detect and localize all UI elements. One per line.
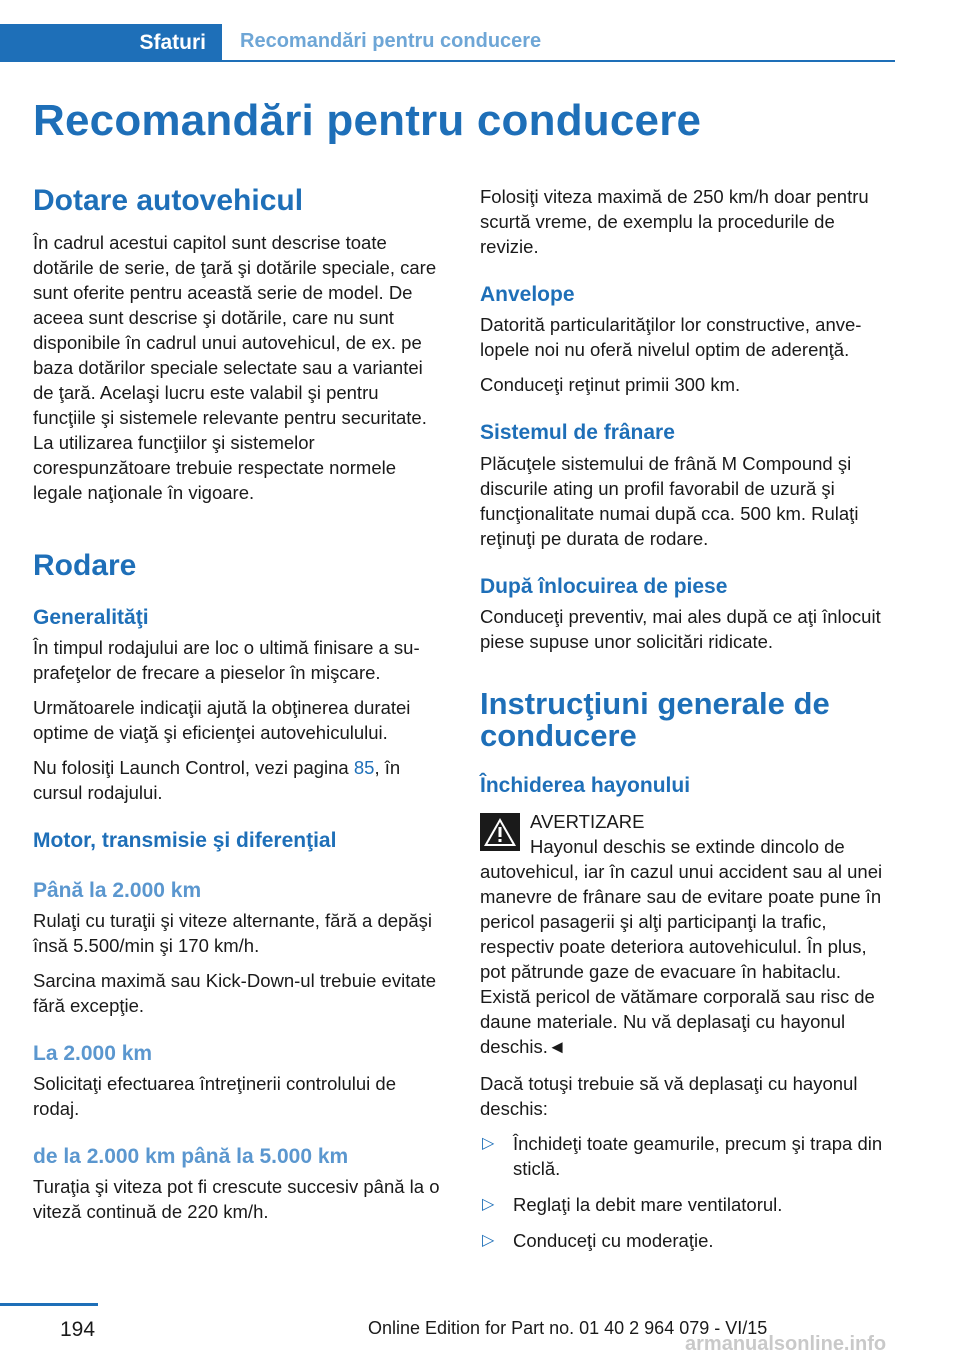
watermark: armanualsonline.info [685,1333,887,1355]
paragraph-dotare: În cadrul acestui capitol sunt descrise toate dotările de serie, de ţară şi dotările speciale, care sunt oferite pentru această serie de model. De aceea sunt descrise şi dotările, care nu sunt disponibile în cadrul unui autovehicul, de ex. pe baza dotărilor speciale selectate sau a variantei de ţară. Acelaşi lucru este valabil şi pentru funcţiile şi sistemele relevante pentru securitate. La utilizarea funcţiilor şi sistemelor corespunzătoare trebuie respectate normele legale naţionale în vigoare. [33,231,437,503]
paragraph-launch-control [33,755,443,805]
list-item-text: Reglaţi la debit mare ventilatorul. [513,1194,783,1216]
bullet-arrow-icon: ▷ [482,1196,495,1214]
page-title: Recomandări pentru conducere [33,96,702,145]
launch-text-before: Nu folosiţi Launch Control, vezi pagina [33,757,354,779]
paragraph-generalitati-2: Următoarele indicaţii ajută la obţinerea duratei optime de viaţă şi eficienţei autovehiculului. [33,697,411,744]
paragraph-anvelope-1: Datorită particularităţilor lor constructive, anvelopele noi nu oferă nivelul optim de aderenţă. [480,314,862,361]
paragraph-la-2000: Solicitaţi efectuarea întreţinerii controlului de rodaj. [33,1073,396,1120]
right-column [480,182,890,1253]
left-column [33,182,443,1224]
heading-piese: După înlocuirea de piese [480,574,728,598]
warning-text: autovehicul, iar în cazul unui accident sau al unei manevre de frânare sau de evitare poate pune în pericol pasagerii şi alţi participanţi la trafic, respectiv poate deteriora autovehiculul. În plus, pot pătrunde gaze de evacuare în habitaclu. Există pericol de vătămare corporală sau risc de daune materiale. Nu vă deplasaţi cu hayonul deschis.◄ [480,861,883,1058]
footer-rule [0,1303,98,1306]
heading-la-2000: La 2.000 km [33,1041,153,1065]
paragraph-viteza-maxima: Folosiţi viteza maximă de 250 km/h doar pentru scurtă vreme, de exemplu la procedurile de revizie. [480,186,869,257]
section-tab [0,24,222,62]
list-item [480,1192,890,1217]
heading-2000-5000: de la 2.000 km până la 5.000 km [33,1145,349,1169]
list-item-text: Închideţi toate geamurile, precum şi trapa din sticlă. [513,1133,883,1180]
bullet-arrow-icon: ▷ [482,1232,495,1250]
heading-dotare: Dotare autovehicul [33,184,304,217]
paragraph-hayon-intro: Dacă totuşi trebuie să vă deplasaţi cu hayonul deschis: [480,1073,858,1120]
heading-hayon: Închiderea hayonului [480,773,691,797]
paragraph-2000-5000: Turaţia şi viteza pot fi crescute succesiv până la o viteză continuă de 220 km/h. [33,1176,440,1223]
paragraph-pana-2000-2: Sarcina maximă sau Kick-Down-ul trebuie evitate fără excepţie. [33,969,437,1016]
launch-text-after: , în cursul rodajului. [33,757,401,804]
warning-triangle-icon [480,813,520,851]
paragraph-pana-2000-1: Rulaţi cu turaţii şi viteze alternante, fără a depăşi însă 5.500/min şi 170 km/h. [33,909,432,956]
paragraph-anvelope-2: Conduceţi reţinut primii 300 km. [480,374,741,396]
warning-title: AVERTIZARE [530,811,645,833]
page-link-85[interactable]: 85 [353,757,375,779]
heading-rodare: Rodare [33,548,137,582]
warning-text-first-line: Hayonul deschis se extinde dincolo de [530,836,845,858]
section-label: Sfaturi [139,31,206,54]
paragraph-piese: Conduceţi preventiv, mai ales după ce aţi înlocuit piese supuse unor solicitări ridicate. [480,605,881,652]
heading-instructiuni: Instrucţiuni generale de conducere [480,685,830,753]
warning-block [480,809,890,1059]
list-item [480,1131,890,1181]
edition-note: Online Edition for Part no. 01 40 2 964 079 - VI/15 [368,1318,768,1338]
paragraph-franare: Plăcuţele sistemului de frână M Compound şi discurile ating un profil favorabil de uzură şi funcţionalitate numai după cca. 500 km. Rulaţi reţinuţi pe durata de rodare. [480,452,859,549]
heading-franare: Sistemul de frânare [480,421,675,445]
paragraph-generalitati-1: În timpul rodajului are loc o ultimă finisare a suprafeţelor de frecare a pieselor în mişcare. [33,637,420,684]
heading-motor: Motor, transmisie şi diferenţial [33,829,337,853]
list-item-text: Conduceţi cu moderaţie. [513,1230,714,1252]
bullet-list [480,1131,890,1253]
heading-pana-2000: Până la 2.000 km [33,878,202,902]
list-item [480,1228,890,1253]
bullet-arrow-icon: ▷ [482,1135,495,1153]
heading-anvelope: Anvelope [480,283,575,306]
header-rule [222,60,895,62]
heading-generalitati: Generalităţi [33,606,149,629]
page-number: 194 [60,1318,96,1341]
breadcrumb: Recomandări pentru conducere [240,30,542,52]
